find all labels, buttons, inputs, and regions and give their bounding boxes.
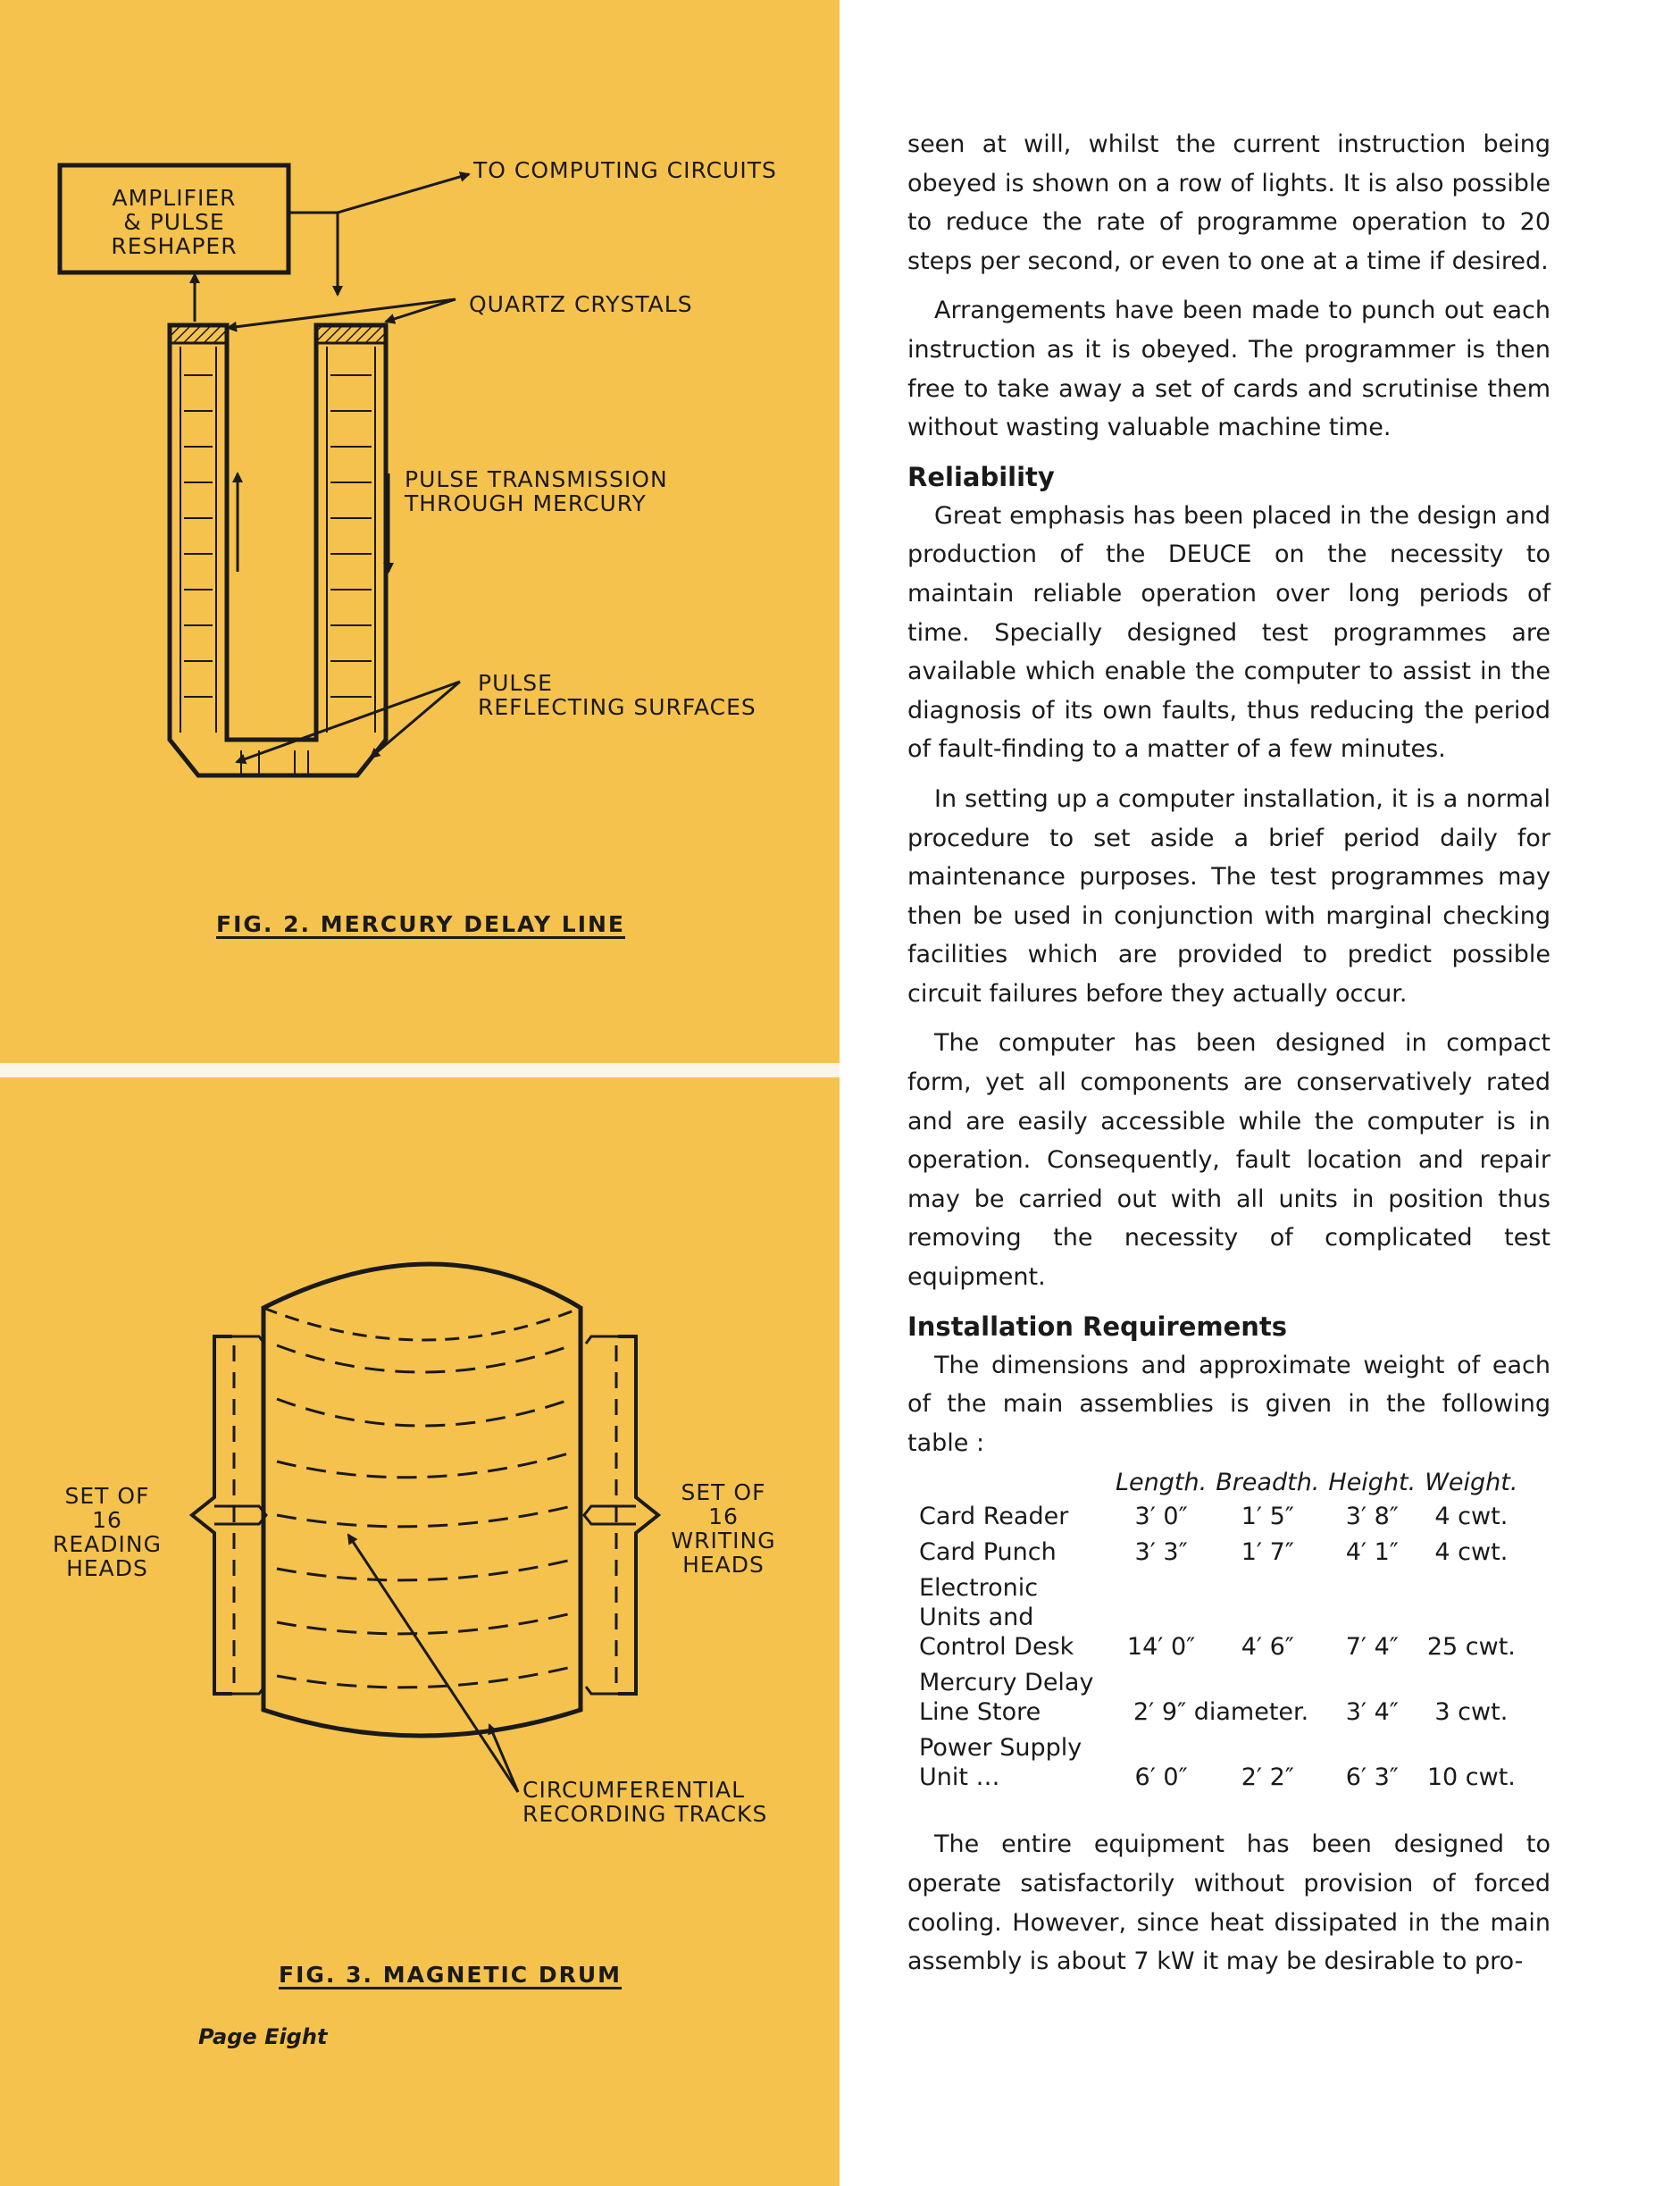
- paragraph: Great emphasis has been placed in the design and production of the DEUCE on the necessity to maintain reliable operation over long periods of time. Specially designed test programmes are available which enable the computer to assist in the diagnosis of its own faults, thus reducing the period of fault-finding to a matter of a few minutes.: [907, 501, 1550, 764]
- figure-3-panel: [0, 1077, 840, 2186]
- table-row: Card Punch 3′ 3″ 1′ 7″ 4′ 1″ 4 cwt.: [919, 1538, 1509, 1567]
- page-number: Page Eight: [198, 2024, 328, 2049]
- col-weight: Weight.: [1425, 1468, 1518, 1496]
- col-length: Length.: [1116, 1468, 1208, 1496]
- paragraph: The entire equipment has been designed to operate satisfactorily without provision of forced cooling. However, since heat dissipated in the main assembly is about 7 kW it may be desirable to pro-: [907, 1830, 1550, 1976]
- table-row: Mercury Delay Line Store 2′ 9″ diameter. 3′ 4″ 3 cwt.: [919, 1669, 1509, 1727]
- paragraph: The computer has been designed in compact form, yet all components are conservatively rated and are easily accessible while the computer is in operation. Consequently, fault location and repair may be carried out with all units in position thus removing the necessity of complicated test equipment.: [907, 1029, 1550, 1292]
- table-header-row: [915, 1462, 1522, 1502]
- panel-separator: [0, 1063, 840, 1077]
- paragraph: Arrangements have been made to punch out each instruction as it is obeyed. The programmer is then free to take away a set of cards and scrutinise them without wasting valuable machine time.: [907, 297, 1550, 442]
- writing-heads-label: SET OF 16 WRITING HEADS: [671, 1479, 776, 1578]
- reflecting-surfaces-label: PULSE REFLECTING SURFACES: [478, 670, 756, 720]
- table-row: Power Supply Unit … 6′ 0″ 2′ 2″ 6′ 3″ 10 cwt.: [919, 1734, 1516, 1792]
- table-row: Card Reader 3′ 0″ 1′ 5″ 3′ 8″ 4 cwt.: [919, 1503, 1509, 1531]
- paragraph: In setting up a computer installation, it is a normal procedure to set aside a brief period daily for maintenance purposes. The test programmes may then be used in conjunction with marginal checking facilities which are provided to predict possible circuit failures before they actually occur.: [907, 784, 1550, 1008]
- figure-2-caption: FIG. 2. MERCURY DELAY LINE: [216, 911, 625, 937]
- reading-heads-label: SET OF 16 READING HEADS: [53, 1483, 162, 1581]
- quartz-crystals-label: QUARTZ CRYSTALS: [469, 291, 693, 317]
- body-text-column: [907, 125, 1550, 1992]
- col-height: Height.: [1328, 1468, 1417, 1496]
- col-breadth: Breadth.: [1216, 1468, 1320, 1496]
- paragraph: seen at will, whilst the current instruction being obeyed is shown on a row of lights. It is also possible to reduce the rate of programme operation to 20 steps per second, or even to one at a time if desired.: [907, 130, 1550, 275]
- heading-reliability: Reliability: [907, 461, 1055, 492]
- heading-installation-requirements: Installation Requirements: [907, 1311, 1288, 1342]
- dimensions-table: [915, 1462, 1522, 1798]
- amplifier-label: AMPLIFIER & PULSE RESHAPER: [111, 185, 238, 259]
- figure-2-panel: [0, 0, 840, 1063]
- figure-3-caption: FIG. 3. MAGNETIC DRUM: [279, 1962, 623, 1988]
- to-computing-circuits-label: TO COMPUTING CIRCUITS: [473, 157, 777, 183]
- paragraph: The dimensions and approximate weight of each of the main assemblies is given in the following table :: [907, 1351, 1550, 1457]
- magnetic-drum-diagram: [0, 1077, 840, 2186]
- pulse-transmission-label: PULSE TRANSMISSION THROUGH MERCURY: [405, 466, 668, 516]
- table-row: Electronic Units and Control Desk 14′ 0″ 4′ 6″ 7′ 4″ 25 cwt.: [919, 1574, 1516, 1662]
- recording-tracks-label: CIRCUMFERENTIAL RECORDING TRACKS: [522, 1777, 768, 1827]
